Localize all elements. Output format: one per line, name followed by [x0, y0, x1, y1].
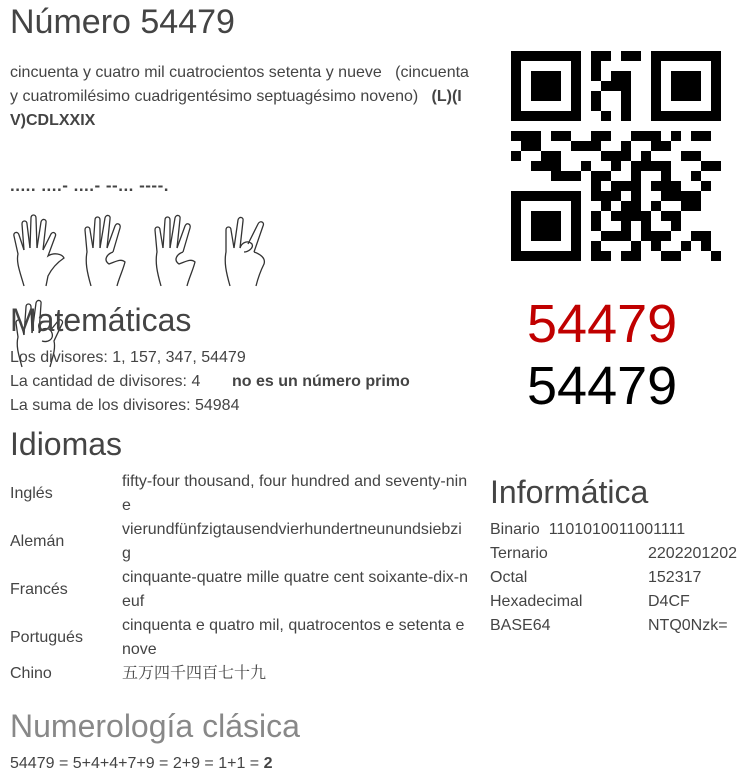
number-red: 54479	[527, 294, 678, 354]
numerology-result: 2	[263, 755, 273, 772]
numerology-formula: 54479 = 5+4+4+7+9 = 2+9 = 1+1 =	[10, 755, 260, 772]
morse-code: ..... ....- ....- --... ----.	[10, 176, 169, 195]
info-key: BASE64	[490, 617, 551, 634]
info-value: 1101010011001111	[548, 521, 686, 538]
divisor-count: La cantidad de divisores: 4	[10, 373, 201, 390]
numerology-heading: Numerología clásica	[10, 708, 300, 744]
numerology-line	[10, 752, 273, 776]
prime-status: no es un número primo	[232, 373, 410, 390]
hand-7-icon	[218, 212, 278, 288]
divisors: Los divisores: 1, 157, 347, 54479	[10, 349, 246, 366]
hand-5-icon	[10, 212, 70, 288]
number-black: 54479	[527, 356, 678, 416]
info-value: 152317	[648, 569, 702, 586]
page-title: Número 54479	[10, 3, 235, 41]
language-row	[10, 566, 470, 614]
language-row	[10, 662, 470, 686]
language-name: Chino	[10, 665, 52, 682]
language-row	[10, 614, 470, 662]
language-name: Portugués	[10, 629, 83, 646]
language-value: cinquante-quatre mille quatre cent soixante-dix-neuf	[122, 569, 468, 610]
info-row	[490, 566, 737, 590]
language-row	[10, 518, 470, 566]
language-row	[10, 470, 470, 518]
language-value: 五万四千四百七十九	[122, 665, 267, 682]
languages-table	[10, 470, 470, 686]
info-value: D4CF	[648, 593, 690, 610]
info-key: Binario	[490, 521, 540, 538]
informatics-heading: Informática	[490, 474, 649, 510]
language-name: Francés	[10, 581, 68, 598]
divisor-sum: La suma de los divisores: 54984	[10, 397, 240, 414]
info-key: Hexadecimal	[490, 593, 583, 610]
info-key: Octal	[490, 569, 528, 586]
number-in-words	[10, 61, 472, 133]
info-key: Ternario	[490, 545, 548, 562]
roman-numeral: (L)(IV)CDLXXIX	[10, 88, 462, 129]
sign-language-hands	[10, 212, 350, 292]
math-heading: Matemáticas	[10, 302, 192, 338]
hand-4-icon	[79, 212, 139, 288]
language-name: Inglés	[10, 485, 53, 502]
qr-code	[511, 51, 721, 261]
binary-row	[490, 518, 685, 542]
informatics-table	[490, 542, 737, 638]
hand-4b-icon	[149, 212, 209, 288]
language-value: vierundfünfzigtausendvierhundertneunundsiebzig	[122, 521, 462, 562]
words-ordinal: (cincuenta y cuatromilésimo cuadrigentésimo septuagésimo noveno)	[10, 64, 469, 105]
words-cardinal: cincuenta y cuatro mil cuatrocientos setenta y nueve	[10, 64, 382, 81]
language-value: fifty-four thousand, four hundred and seventy-nine	[122, 473, 468, 514]
info-row	[490, 542, 737, 566]
language-value: cinquenta e quatro mil, quatrocentos e setenta e nove	[122, 617, 465, 658]
info-value: NTQ0Nzk=	[648, 617, 728, 634]
info-row	[490, 590, 737, 614]
info-row	[490, 614, 737, 638]
language-name: Alemán	[10, 533, 65, 550]
languages-heading: Idiomas	[10, 426, 123, 462]
info-value: 2202201202	[648, 545, 737, 562]
